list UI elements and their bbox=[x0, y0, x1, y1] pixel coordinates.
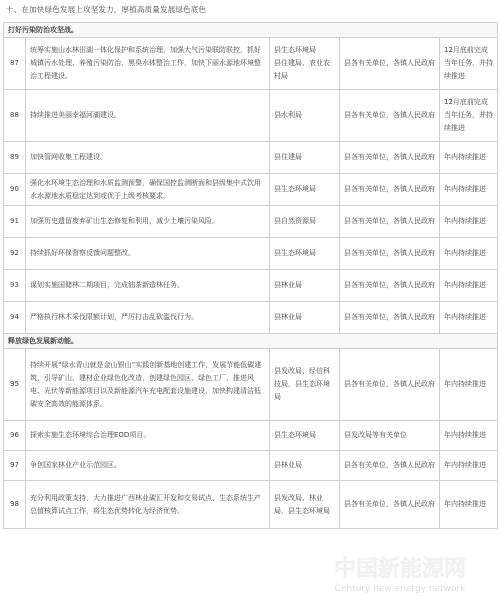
task-number: 89 bbox=[4, 142, 26, 174]
task-number: 92 bbox=[4, 238, 26, 270]
completion-time: 年内持续推进 bbox=[440, 206, 498, 238]
task-description: 严格执行林木采伐限额计划，严厉打击乱砍滥伐行为。 bbox=[26, 302, 270, 334]
lead-department: 县林业局 bbox=[270, 270, 340, 302]
table-row bbox=[4, 302, 498, 334]
cooperating-units: 县发改局等有关单位 bbox=[340, 421, 440, 451]
completion-time: 12月底前完成当年任务，并持续推进 bbox=[440, 90, 498, 142]
task-description: 持续开展“绿水青山就是金山银山”实践创新基地创建工作，发展节能低碳建筑，引导矿山、建材企业绿色化改造，创建绿色园区、绿色工厂，推进风电、光伏等新能源项目以及新能源汽车充电配套设施建设，加快构建清洁低碳安全高效的能源体系。 bbox=[26, 349, 270, 421]
task-table bbox=[3, 22, 498, 529]
table-row bbox=[4, 349, 498, 421]
lead-department: 县水利局 bbox=[270, 90, 340, 142]
section-header-row bbox=[4, 334, 498, 349]
lead-department: 县生态环境局 bbox=[270, 174, 340, 206]
cooperating-units: 县各有关单位，各镇人民政府 bbox=[340, 302, 440, 334]
lead-department: 县发改局、林业局，县生态环境局 bbox=[270, 481, 340, 529]
task-description: 统筹实施山水林田湖一体化保护和系统治理，加强大气污染联防联控，抓好城镇污水处理、养殖污染防治、黑臭水体整治工作，加快下丽水源地环境整治工程建设。 bbox=[26, 38, 270, 90]
task-number: 97 bbox=[4, 451, 26, 481]
lead-department: 县生态环境局 县住建局、农业农村局 bbox=[270, 38, 340, 90]
cooperating-units: 县各有关单位，各镇人民政府 bbox=[340, 270, 440, 302]
lead-department: 县林业局 bbox=[270, 451, 340, 481]
cooperating-units: 县各有关单位，各镇人民政府 bbox=[340, 142, 440, 174]
task-description: 充分利用政策支持，大力推进广西林业碳汇开发和交易试点、生态系统生产总值核算试点工作，将生态优势转化为经济优势。 bbox=[26, 481, 270, 529]
lead-department: 县生态环境局 bbox=[270, 421, 340, 451]
completion-time: 年内持续推进 bbox=[440, 302, 498, 334]
table-row bbox=[4, 142, 498, 174]
task-number: 93 bbox=[4, 270, 26, 302]
task-number: 94 bbox=[4, 302, 26, 334]
lead-department: 县林业局 bbox=[270, 302, 340, 334]
task-number: 90 bbox=[4, 174, 26, 206]
table-row bbox=[4, 238, 498, 270]
section-title: 打好污染防治攻坚战。 bbox=[4, 23, 498, 38]
table-row bbox=[4, 38, 498, 90]
completion-time: 年内持续推进 bbox=[440, 421, 498, 451]
lead-department: 县生态环境局 bbox=[270, 238, 340, 270]
task-description: 加快管网收集工程建设。 bbox=[26, 142, 270, 174]
task-number: 87 bbox=[4, 38, 26, 90]
task-number: 98 bbox=[4, 481, 26, 529]
completion-time: 年内持续推进 bbox=[440, 142, 498, 174]
completion-time: 年内持续推进 bbox=[440, 270, 498, 302]
completion-time: 年内持续推进 bbox=[440, 238, 498, 270]
table-row bbox=[4, 90, 498, 142]
table-row bbox=[4, 174, 498, 206]
task-description: 争创国家林业产业示范园区。 bbox=[26, 451, 270, 481]
task-description: 持续抓好环保督察反馈问题整改。 bbox=[26, 238, 270, 270]
table-row bbox=[4, 206, 498, 238]
watermark-url-text: Century new energy network bbox=[334, 584, 466, 594]
task-description: 加强历史遗留废弃矿山生态修复和利用，减少土壤污染风险。 bbox=[26, 206, 270, 238]
task-number: 95 bbox=[4, 349, 26, 421]
lead-department: 县住建局 bbox=[270, 142, 340, 174]
cooperating-units: 县各有关单位，各镇人民政府 bbox=[340, 238, 440, 270]
completion-time: 年内持续推进 bbox=[440, 174, 498, 206]
cooperating-units: 县各有关单位，各镇人民政府 bbox=[340, 206, 440, 238]
task-number: 96 bbox=[4, 421, 26, 451]
completion-time: 年内持续推进 bbox=[440, 481, 498, 529]
cooperating-units: 县各有关单位，各镇人民政府 bbox=[340, 349, 440, 421]
cooperating-units: 县各有关单位，各镇人民政府 bbox=[340, 174, 440, 206]
task-description: 探索实施生态环境综合治理EOD项目。 bbox=[26, 421, 270, 451]
completion-time: 12月底前完成当年任务，并持续推进 bbox=[440, 38, 498, 90]
table-row bbox=[4, 481, 498, 529]
table-row bbox=[4, 451, 498, 481]
watermark-logo-text: 中国新能源网 bbox=[333, 557, 467, 582]
section-header-row bbox=[4, 23, 498, 38]
lead-department: 县自然资源局 bbox=[270, 206, 340, 238]
site-watermark-logo bbox=[305, 548, 495, 596]
section-title: 释放绿色发展新动能。 bbox=[4, 334, 498, 349]
cooperating-units: 县各有关单位，各镇人民政府 bbox=[340, 38, 440, 90]
cooperating-units: 县各有关单位，各镇人民政府 bbox=[340, 90, 440, 142]
task-number: 91 bbox=[4, 206, 26, 238]
table-row bbox=[4, 421, 498, 451]
table-row bbox=[4, 270, 498, 302]
task-number: 88 bbox=[4, 90, 26, 142]
page-heading: 十、在加快绿色发展上攻坚发力，厚植高质量发展绿色底色 bbox=[6, 5, 207, 14]
completion-time: 年内持续推进 bbox=[440, 349, 498, 421]
lead-department: 县发改局、经信科技局，县生态环境局 bbox=[270, 349, 340, 421]
cooperating-units: 县各有关单位，各镇人民政府 bbox=[340, 481, 440, 529]
completion-time: 年内持续推进 bbox=[440, 451, 498, 481]
cooperating-units: 县各有关单位，各镇人民政府 bbox=[340, 451, 440, 481]
task-description: 谋划实施国储林二期项目，完成油茶新造林任务。 bbox=[26, 270, 270, 302]
task-description: 强化水环境生态治理和水质监测预警，确保国控监测断面和县级集中式饮用水水源地水质稳定达到或优于上级考核要求。 bbox=[26, 174, 270, 206]
task-description: 持续推进美丽幸福河湖建设。 bbox=[26, 90, 270, 142]
